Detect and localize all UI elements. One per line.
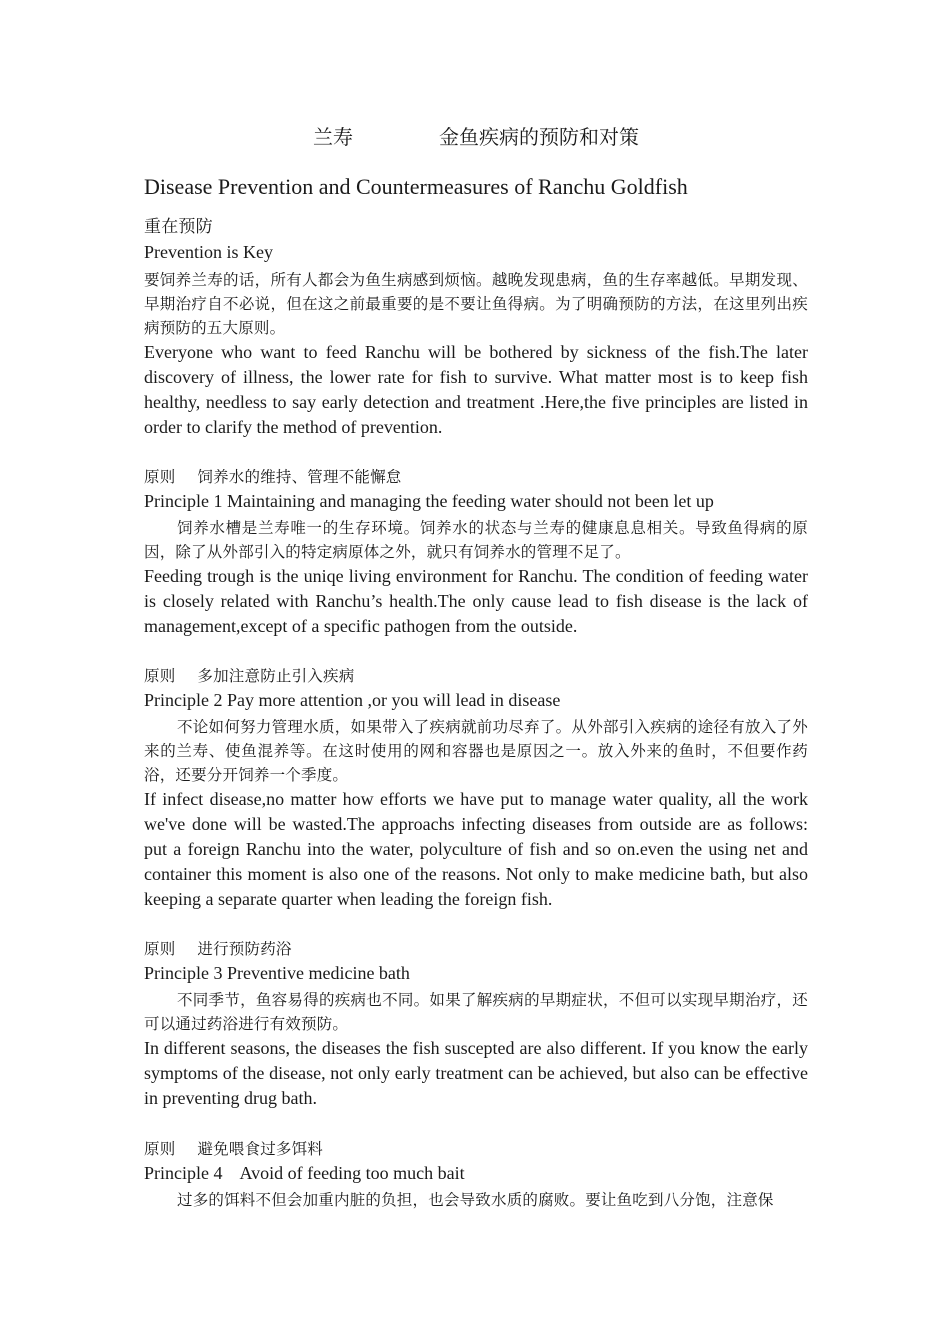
principle-1-section: [144, 465, 808, 639]
principle-2-section: [144, 664, 808, 912]
title-cn-part1: 兰寿: [313, 125, 353, 149]
principle-4-title-en: Principle 4 Avoid of feeding too much bait: [144, 1163, 465, 1183]
principle-label: 原则: [144, 940, 176, 958]
title-chinese: [144, 123, 808, 151]
intro-body-en: Everyone who want to feed Ranchu will be bothered by sickness of the fish.The later discovery of illness, the lower rate for fish to survive. What matter most is to keep fish healthy, needless to say early detection and treatment .Here,the five principles are listed in order to clarify the method of prevention.: [144, 342, 808, 437]
principle-2-body-cn: 不论如何努力管理水质，如果带入了疾病就前功尽弃了。从外部引入疾病的途径有放入了外来的兰寿、使鱼混养等。在这时使用的网和容器也是原因之一。放入外来的鱼时，不但要作药浴，还要分开饲养一个季度。: [144, 718, 808, 784]
principle-2-heading-cn: [144, 664, 808, 688]
principle-title-cn: 饲养水的维持、管理不能懈怠: [197, 468, 402, 486]
principle-1-title-en: Principle 1 Maintaining and managing the feeding water should not been let up: [144, 491, 714, 511]
principle-label: 原则: [144, 1140, 176, 1158]
principle-3-heading-cn: [144, 937, 808, 961]
principle-title-cn: 多加注意防止引入疾病: [197, 667, 355, 685]
principle-3-title-en: Principle 3 Preventive medicine bath: [144, 963, 410, 983]
intro-section: [144, 214, 808, 440]
principle-1-body-en: Feeding trough is the uniqe living environment for Ranchu. The condition of feeding water is closely related with Ranchu’s health.The only cause lead to fish disease is the lack of management,except of a specific pathogen from the outside.: [144, 566, 808, 636]
principle-title-cn: 避免喂食过多饵料: [197, 1140, 324, 1158]
principle-1-heading-cn: [144, 465, 808, 489]
intro-body-cn: 要饲养兰寿的话，所有人都会为鱼生病感到烦恼。越晚发现患病，鱼的生存率越低。早期发现、早期治疗自不必说，但在这之前最重要的是不要让鱼得病。为了明确预防的方法，在这里列出疾病预防的五大原则。: [144, 271, 808, 337]
principle-title-cn: 进行预防药浴: [197, 940, 292, 958]
principle-1-body-cn: 饲养水槽是兰寿唯一的生存环境。饲养水的状态与兰寿的健康息息相关。导致鱼得病的原因，除了从外部引入的特定病原体之外，就只有饲养水的管理不足了。: [144, 519, 808, 561]
principle-4-section: [144, 1137, 808, 1212]
intro-heading-en: Prevention is Key: [144, 242, 273, 262]
principle-2-body-en: If infect disease,no matter how efforts we have put to manage water quality, all the work we've done will be wasted.The approachs infecting diseases from outside are as follows: put a foreign Ranchu into the water, polyculture of fish and so on.even the using net and container this moment is also one of the reasons. Not only to make medicine bath, but also keeping a separate quarter when leading the foreign fish.: [144, 789, 808, 909]
title-cn-part2: 金鱼疾病的预防和对策: [439, 125, 639, 149]
principle-4-body-cn: 过多的饵料不但会加重内脏的负担，也会导致水质的腐败。要让鱼吃到八分饱，注意保: [177, 1191, 774, 1209]
principle-3-body-cn: 不同季节，鱼容易得的疾病也不同。如果了解疾病的早期症状，不但可以实现早期治疗，还可以通过药浴进行有效预防。: [144, 991, 808, 1033]
principle-label: 原则: [144, 468, 176, 486]
principle-label: 原则: [144, 667, 176, 685]
principle-3-section: [144, 937, 808, 1111]
title-english: Disease Prevention and Countermeasures of Ranchu Goldfish: [144, 174, 688, 199]
principle-3-body-en: In different seasons, the diseases the fish suscepted are also different. If you know the early symptoms of the disease, not only early treatment can be achieved, but also can be effective in preventing drug bath.: [144, 1038, 808, 1108]
intro-heading-cn: 重在预防: [144, 217, 213, 237]
principle-2-title-en: Principle 2 Pay more attention ,or you will lead in disease: [144, 690, 561, 710]
principle-4-heading-cn: [144, 1137, 808, 1161]
